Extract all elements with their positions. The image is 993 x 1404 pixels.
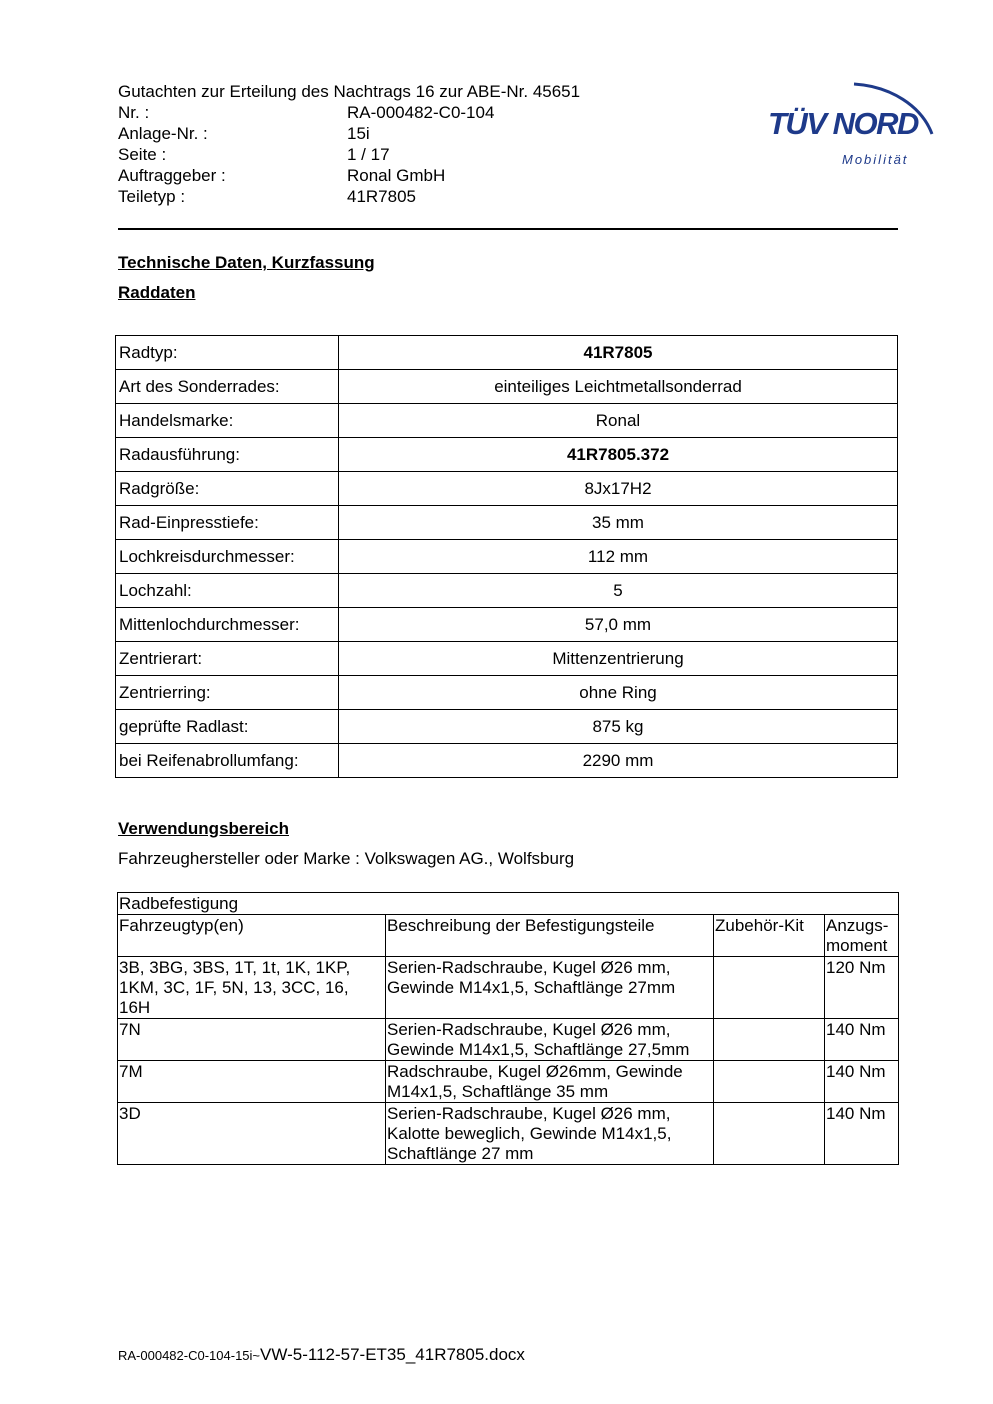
- fixing-title: Radbefestigung: [118, 893, 899, 915]
- section-title-tech: Technische Daten, Kurzfassung: [118, 253, 375, 272]
- wheel-data-value: 875 kg: [339, 710, 898, 744]
- footer-name: VW-5-112-57-ET35_41R7805.docx: [260, 1345, 525, 1364]
- fixing-types: 7N: [118, 1019, 386, 1061]
- footer-filename: [118, 1345, 525, 1365]
- fixing-header-types: Fahrzeugtyp(en): [118, 915, 386, 957]
- fixing-kit: [714, 1019, 825, 1061]
- fixing-kit: [714, 1061, 825, 1103]
- wheel-data-label: Radgröße:: [116, 472, 339, 506]
- wheel-data-value: 5: [339, 574, 898, 608]
- wheel-data-row: [116, 574, 898, 608]
- wheel-data-row: [116, 540, 898, 574]
- fixing-row: [118, 1103, 899, 1165]
- wheel-data-value: einteiliges Leichtmetallsonderrad: [339, 370, 898, 404]
- header-row: [118, 186, 580, 207]
- wheel-data-row: [116, 336, 898, 370]
- fixing-header-torque: Anzugs- moment: [825, 915, 899, 957]
- wheel-data-value: 41R7805: [339, 336, 898, 370]
- header-row: [118, 144, 580, 165]
- fixing-description: Serien-Radschraube, Kugel Ø26 mm, Gewinde M14x1,5, Schaftlänge 27mm: [386, 957, 714, 1019]
- wheel-data-table: [115, 335, 898, 778]
- header-label: Teiletyp :: [118, 187, 186, 206]
- wheel-data-label: Rad-Einpresstiefe:: [116, 506, 339, 540]
- header-value: RA-000482-C0-104: [347, 103, 495, 122]
- fixing-description: Serien-Radschraube, Kugel Ø26 mm, Gewinde M14x1,5, Schaftlänge 27,5mm: [386, 1019, 714, 1061]
- fixing-kit: [714, 957, 825, 1019]
- tuv-nord-logo: [762, 54, 942, 174]
- wheel-data-value: 2290 mm: [339, 744, 898, 778]
- header-row: [118, 102, 580, 123]
- logo-wordmark: TÜV NORD: [768, 106, 918, 141]
- wheel-data-label: Radtyp:: [116, 336, 339, 370]
- fixing-row: [118, 1061, 899, 1103]
- fixing-header-kit: Zubehör-Kit: [714, 915, 825, 957]
- footer-prefix: RA-000482-C0-104-15i~: [118, 1348, 261, 1363]
- wheel-data-value: 8Jx17H2: [339, 472, 898, 506]
- fixing-row: [118, 957, 899, 1019]
- fixing-types: 3B, 3BG, 3BS, 1T, 1t, 1K, 1KP, 1KM, 3C, 1F, 5N, 13, 3CC, 16, 16H: [118, 957, 386, 1019]
- fixing-description: Serien-Radschraube, Kugel Ø26 mm, Kalotte beweglich, Gewinde M14x1,5, Schaftlänge 27 mm: [386, 1103, 714, 1165]
- wheel-data-row: [116, 472, 898, 506]
- wheel-data-label: Mittenlochdurchmesser:: [116, 608, 339, 642]
- wheel-data-label: Handelsmarke:: [116, 404, 339, 438]
- wheel-data-value: Ronal: [339, 404, 898, 438]
- header-row: [118, 165, 580, 186]
- document-title: Gutachten zur Erteilung des Nachtrags 16 zur ABE-Nr. 45651: [118, 82, 581, 101]
- header-row: [118, 123, 580, 144]
- wheel-data-label: Zentrierart:: [116, 642, 339, 676]
- section-title-wheel: Raddaten: [118, 283, 196, 302]
- wheel-data-value: 41R7805.372: [339, 438, 898, 472]
- fixing-kit: [714, 1103, 825, 1165]
- wheel-data-label: bei Reifenabrollumfang:: [116, 744, 339, 778]
- header-divider: [118, 228, 898, 230]
- wheel-data-label: Radausführung:: [116, 438, 339, 472]
- header-label: Auftraggeber :: [118, 166, 226, 185]
- fixing-row: [118, 1019, 899, 1061]
- fixing-header-row: [118, 915, 899, 957]
- fixing-types: 7M: [118, 1061, 386, 1103]
- wheel-fixing-table: [117, 892, 899, 1165]
- wheel-data-row: [116, 642, 898, 676]
- wheel-data-row: [116, 404, 898, 438]
- wheel-data-row: [116, 744, 898, 778]
- vehicle-maker: Fahrzeughersteller oder Marke : Volkswagen AG., Wolfsburg: [118, 849, 575, 868]
- wheel-data-row: [116, 370, 898, 404]
- header-value: 41R7805: [347, 187, 417, 206]
- fixing-torque: 140 Nm: [825, 1019, 899, 1061]
- document-header: [118, 81, 580, 207]
- section-title-usage: Verwendungsbereich: [118, 819, 289, 838]
- wheel-data-row: [116, 506, 898, 540]
- wheel-data-row: [116, 710, 898, 744]
- wheel-data-row: [116, 438, 898, 472]
- wheel-data-label: Lochzahl:: [116, 574, 339, 608]
- wheel-data-value: 35 mm: [339, 506, 898, 540]
- wheel-data-value: Mittenzentrierung: [339, 642, 898, 676]
- header-label: Nr. :: [118, 103, 150, 122]
- wheel-data-value: ohne Ring: [339, 676, 898, 710]
- wheel-data-value: 112 mm: [339, 540, 898, 574]
- header-value: 1 / 17: [347, 145, 390, 164]
- fixing-header-desc: Beschreibung der Befestigungsteile: [386, 915, 714, 957]
- fixing-torque: 140 Nm: [825, 1061, 899, 1103]
- wheel-data-label: Lochkreisdurchmesser:: [116, 540, 339, 574]
- fixing-title-row: [118, 893, 899, 915]
- wheel-data-row: [116, 608, 898, 642]
- header-label: Seite :: [118, 145, 167, 164]
- wheel-data-value: 57,0 mm: [339, 608, 898, 642]
- wheel-data-label: Zentrierring:: [116, 676, 339, 710]
- fixing-torque: 120 Nm: [825, 957, 899, 1019]
- header-value: 15i: [347, 124, 370, 143]
- fixing-torque: 140 Nm: [825, 1103, 899, 1165]
- fixing-description: Radschraube, Kugel Ø26mm, Gewinde M14x1,5, Schaftlänge 35 mm: [386, 1061, 714, 1103]
- logo-subtitle: Mobilität: [842, 152, 909, 167]
- fixing-types: 3D: [118, 1103, 386, 1165]
- wheel-data-label: geprüfte Radlast:: [116, 710, 339, 744]
- wheel-data-row: [116, 676, 898, 710]
- header-label: Anlage-Nr. :: [118, 124, 208, 143]
- wheel-data-label: Art des Sonderrades:: [116, 370, 339, 404]
- header-value: Ronal GmbH: [347, 166, 446, 185]
